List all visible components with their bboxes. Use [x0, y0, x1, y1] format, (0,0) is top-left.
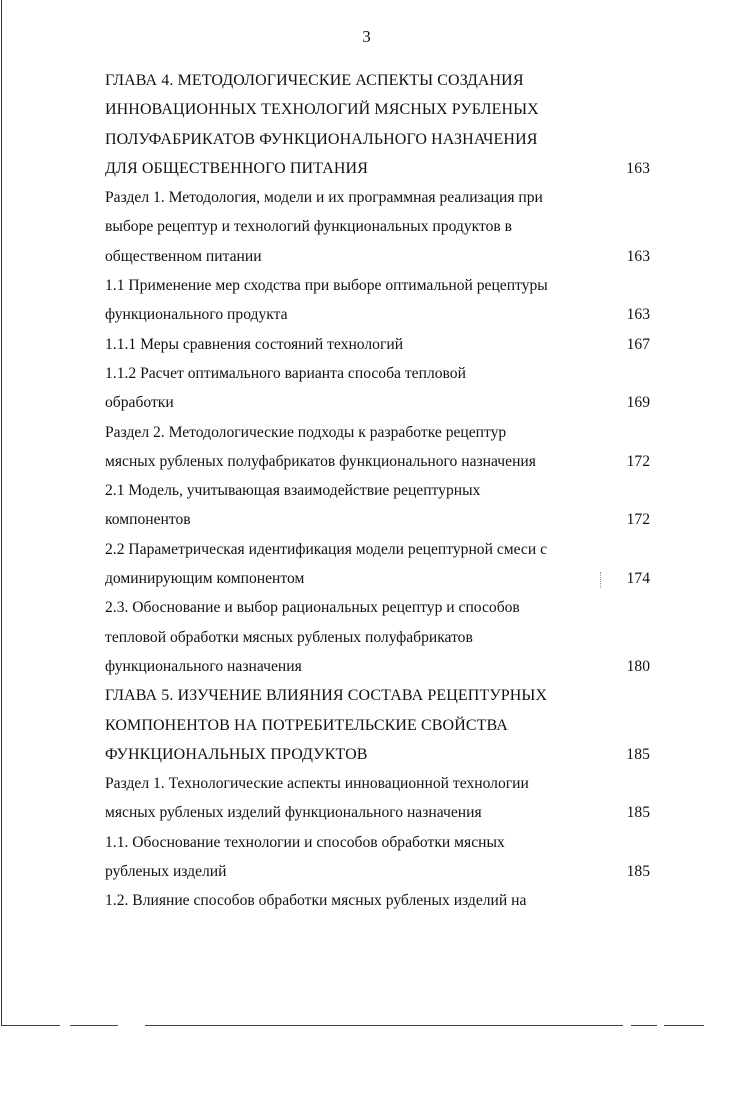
toc-line: [105, 95, 650, 124]
scan-bottom-rule: [631, 1025, 657, 1026]
toc-entry-text: 1.1 Применение мер сходства при выборе оптимальной рецептуры: [105, 277, 548, 295]
toc-line: [105, 711, 650, 740]
toc-line: [105, 623, 650, 652]
toc-entry-text: обработки: [105, 394, 174, 412]
toc-page-number: 172: [626, 511, 650, 529]
toc-page-number: 169: [626, 394, 650, 412]
toc-line: [105, 476, 650, 505]
toc-entry-text: ДЛЯ ОБЩЕСТВЕННОГО ПИТАНИЯ: [105, 159, 368, 177]
toc-entry-text: 2.1 Модель, учитывающая взаимодействие рецептурных: [105, 482, 481, 500]
toc-entry-text: 1.1.1 Меры сравнения состояний технологий: [105, 335, 404, 353]
toc-entry-text: Раздел 1. Методология, модели и их программная реализация при: [105, 189, 543, 207]
toc-entry-text: Раздел 2. Методологические подходы к разработке рецептур: [105, 423, 507, 441]
scan-bottom-rule: [664, 1025, 704, 1026]
toc-line: [105, 593, 650, 622]
toc-entry-text: мясных рубленых изделий функционального назначения: [105, 804, 482, 822]
toc-entry-text: мясных рубленых полуфабрикатов функционального назначения: [105, 452, 536, 470]
toc-line: [105, 769, 650, 798]
page-number: 3: [362, 27, 371, 46]
toc-entry-text: КОМПОНЕНТОВ НА ПОТРЕБИТЕЛЬСКИЕ СВОЙСТВА: [105, 716, 508, 734]
toc-line: [105, 564, 650, 593]
toc-line: [105, 271, 650, 300]
toc-line: [105, 740, 650, 769]
toc-line: [105, 681, 650, 710]
toc-page-number: 185: [626, 804, 650, 822]
scan-bottom-rule: [70, 1025, 118, 1026]
toc-entry-text: компонентов: [105, 511, 191, 529]
toc-entry-text: ГЛАВА 5. ИЗУЧЕНИЕ ВЛИЯНИЯ СОСТАВА РЕЦЕПТУРНЫХ: [105, 687, 548, 705]
toc-line: [105, 418, 650, 447]
toc-entry-text: 2.3. Обоснование и выбор рациональных рецептур и способов: [105, 599, 520, 617]
toc-line: [105, 300, 650, 329]
toc-line: [105, 535, 650, 564]
scan-artifact: [600, 572, 603, 588]
table-of-contents: [105, 66, 650, 916]
toc-page-number: 167: [626, 335, 650, 353]
toc-entry-text: 1.1.2 Расчет оптимального варианта способа тепловой: [105, 364, 466, 382]
toc-line: [105, 66, 650, 95]
toc-entry-text: ИННОВАЦИОННЫХ ТЕХНОЛОГИЙ МЯСНЫХ РУБЛЕНЫХ: [105, 101, 539, 119]
toc-entry-text: тепловой обработки мясных рубленых полуфабрикатов: [105, 628, 473, 646]
toc-entry-text: 2.2 Параметрическая идентификация модели рецептурной смеси с: [105, 540, 548, 558]
toc-entry-text: Раздел 1. Технологические аспекты инновационной технологии: [105, 775, 529, 793]
toc-line: [105, 212, 650, 241]
toc-page-number: 163: [626, 306, 650, 324]
toc-line: [105, 447, 650, 476]
toc-page-number: 163: [626, 159, 650, 177]
toc-line: [105, 242, 650, 271]
toc-line: [105, 388, 650, 417]
toc-entry-text: 1.2. Влияние способов обработки мясных рубленых изделий на: [105, 892, 527, 910]
toc-page-number: 174: [626, 570, 650, 588]
toc-line: [105, 886, 650, 915]
toc-page-number: 185: [626, 745, 650, 763]
toc-entry-text: общественном питании: [105, 247, 262, 265]
toc-page-number: 163: [626, 247, 650, 265]
toc-line: [105, 154, 650, 183]
toc-entry-text: 1.1. Обоснование технологии и способов обработки мясных: [105, 833, 505, 851]
toc-entry-text: доминирующим компонентом: [105, 570, 305, 588]
toc-entry-text: ГЛАВА 4. МЕТОДОЛОГИЧЕСКИЕ АСПЕКТЫ СОЗДАНИЯ: [105, 72, 524, 89]
toc-entry-text: ФУНКЦИОНАЛЬНЫХ ПРОДУКТОВ: [105, 745, 368, 763]
toc-page-number: 185: [626, 863, 650, 881]
toc-page-number: 180: [626, 657, 650, 675]
toc-line: [105, 505, 650, 534]
toc-line: [105, 652, 650, 681]
toc-page-number: 172: [626, 452, 650, 470]
scan-bottom-rule: [145, 1025, 623, 1026]
toc-entry-text: функционального продукта: [105, 306, 288, 324]
scan-bottom-rule: [2, 1025, 60, 1026]
toc-line: [105, 798, 650, 827]
toc-entry-text: выборе рецептур и технологий функциональных продуктов в: [105, 218, 513, 236]
toc-line: [105, 359, 650, 388]
toc-entry-text: ПОЛУФАБРИКАТОВ ФУНКЦИОНАЛЬНОГО НАЗНАЧЕНИЯ: [105, 130, 538, 148]
toc-line: [105, 857, 650, 886]
scan-left-edge: [1, 0, 2, 1026]
toc-line: [105, 330, 650, 359]
toc-entry-text: рубленых изделий: [105, 863, 227, 881]
toc-entry-text: функционального назначения: [105, 657, 302, 675]
toc-line: [105, 125, 650, 154]
toc-line: [105, 828, 650, 857]
toc-line: [105, 183, 650, 212]
